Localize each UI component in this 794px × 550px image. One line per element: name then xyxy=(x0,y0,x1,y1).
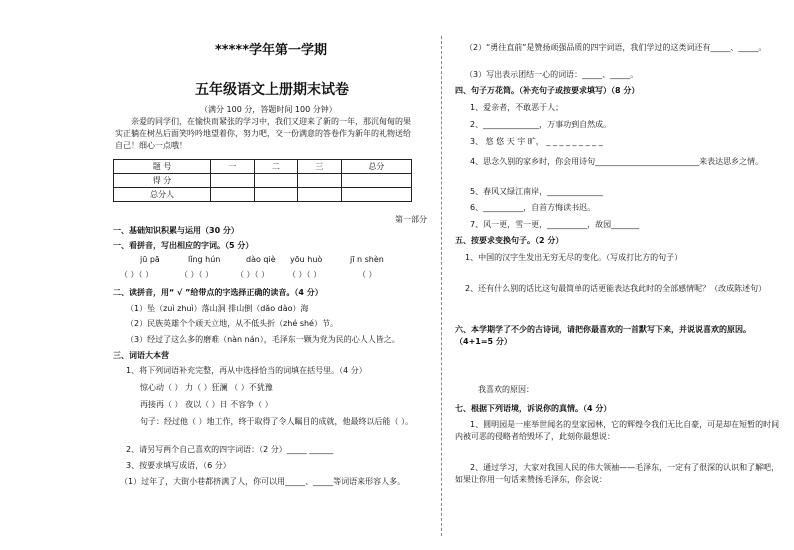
context-1: 1、圆明园是一座举世闻名的皇家园林，它的辉煌令我们无比自豪，可是却在短暂的时间内被可恶的侵略者给毁坏了，此刻你最想说： xyxy=(455,420,780,441)
part-label: 第一部分 xyxy=(395,215,427,224)
score-row-label: 总分人 xyxy=(114,188,211,202)
question-2-item-2: （2）民族英雄个个顽天立地，从不低头折（zhé shé）节。 xyxy=(126,319,338,328)
question-1: 一、看拼音，写出相应的字词。（5 分） xyxy=(113,241,254,250)
fill-sentence: 句子：经过他（ ）地工作，终于取得了令人瞩目的成就，他最终以后能（ ）。 xyxy=(140,417,414,426)
context-2: 2、通过学习，大家对我国人民的伟大领袖——毛泽东，一定有了很深的认识和了解吧，如果让你用一句话来赞扬毛泽东，你会说： xyxy=(455,463,780,484)
sentence-5: 5、春风又绿江南岸，______________ xyxy=(470,187,604,196)
section-1-heading: 一、基础知识积累与运用（30 分） xyxy=(113,226,239,235)
sentence-2: 2、______________，万事功到自然成。 xyxy=(470,120,612,129)
exam-title: 五年级语文上册期末试卷 xyxy=(195,82,349,98)
sentence-3: 3、 悠 悠 天 宇 旷， _ _ _ _ _ _ _ _ _ xyxy=(470,137,603,146)
sentence-1: 1、爱亲者，不敢恶于人； xyxy=(470,103,564,112)
score-table-header-row xyxy=(114,160,412,174)
question-3-3: 3、按要求填写成语，（6 分） xyxy=(126,461,231,470)
question-2-item-1: （1）坠（zuì zhuì）落山洞 排山倒（dǎo dào）海 xyxy=(126,304,309,313)
answer-blanks-1[interactable]: （ ）（ ） xyxy=(120,270,154,279)
section-4-heading: 四、句子万花筒。（补充句子或按要求填写）（8 分） xyxy=(455,86,640,95)
answer-blanks-5[interactable]: （ ） xyxy=(358,270,377,279)
sentence-4: 4、思念久别的家乡时，你会用诗句__________________________来表达思乡之情。 xyxy=(470,157,764,166)
score-cell[interactable] xyxy=(211,174,255,188)
pinyin-1: jū pā xyxy=(140,255,160,264)
right-item-3: （3）写出表示团结一心的词语：_____、_____。 xyxy=(465,70,639,79)
answer-blanks-3[interactable]: （ ）（ ） xyxy=(236,270,270,279)
score-table-row xyxy=(114,188,412,202)
fill-words-row-2: 再接再（ ） 夜以（ ）日 不容争（ ） xyxy=(140,400,273,409)
section-5-heading: 五、按要求变换句子。（2 分） xyxy=(455,236,564,245)
score-header-cell: 二 xyxy=(254,160,298,174)
score-cell[interactable] xyxy=(341,188,411,202)
sentence-6: 6、__________，自首方悔读书迟。 xyxy=(470,203,596,212)
question-3: 三、词语大本营 xyxy=(113,351,169,360)
score-header-cell: 题 号 xyxy=(114,160,211,174)
change-sentence-1: 1、中国的汉字生发出无穷无尽的变化。（写成打比方的句子） xyxy=(465,253,683,262)
question-3-1: 1、将下列词语补充完整，再从中选择恰当的词填在括号里。（4 分） xyxy=(126,366,367,375)
column-divider xyxy=(441,36,442,536)
question-3-2: 2、请另写两个自己喜欢的四字词语：（2 分）_____ ______ xyxy=(126,445,334,454)
section-6-heading: 六、本学期学了不少的古诗词，请把你最喜欢的一首默写下来，并说说喜欢的原因。（4+1=5 分） xyxy=(455,325,751,346)
right-item-2: （2）“勇往直前”是赞扬顽强品质的四字词语，我们学过的这类词还有_____、_____。 xyxy=(465,43,767,52)
school-year-title: *****学年第一学期 xyxy=(215,43,327,58)
answer-blanks-4[interactable]: （ ）（ ） xyxy=(288,270,322,279)
question-2-item-3: （3）经过了这么多的磨难（nàn nán），毛泽东一颗为党为民的心人人皆之。 xyxy=(126,335,400,344)
sentence-7: 7、风一更，雪一更，__________，故园_______ xyxy=(470,220,640,229)
score-table-row xyxy=(114,174,412,188)
pinyin-5: jī n shèn xyxy=(350,255,384,264)
pinyin-3: dào qiè xyxy=(246,255,276,264)
score-header-cell: 总分 xyxy=(341,160,411,174)
score-cell[interactable] xyxy=(298,188,342,202)
pinyin-4: yōu huò xyxy=(290,255,323,264)
score-cell[interactable] xyxy=(254,188,298,202)
score-cell[interactable] xyxy=(254,174,298,188)
section-7-heading: 七、根据下列语境，诉说你的真情。（4 分） xyxy=(455,404,612,413)
exam-meta: （满分 100 分，答题时间 100 分钟） xyxy=(200,105,337,114)
score-cell[interactable] xyxy=(341,174,411,188)
change-sentence-2: 2、还有什么别的话比这句最简单的话更能表达我此时的全部感情呢？（改成陈述句） xyxy=(465,284,767,293)
score-header-cell: 三 xyxy=(298,160,342,174)
score-row-label: 得 分 xyxy=(114,174,211,188)
pinyin-2: lǐng hún xyxy=(188,255,221,264)
question-2: 二、读拼音，用“ √ ”给带点的字选择正确的读音。（4 分） xyxy=(113,288,323,297)
score-table xyxy=(113,159,412,202)
score-cell[interactable] xyxy=(298,174,342,188)
score-cell[interactable] xyxy=(211,188,255,202)
fill-words-row-1: 惊心动（ ） 力（ ）狂澜 （ ）不犹豫 xyxy=(140,383,273,392)
intro-paragraph: 亲爱的同学们，在愉快而紧张的学习中，我们又迎来了新的一年，那沉甸甸的果实正躺在树丛后面笑吟吟地望着你，努力吧，交一份满意的答卷作为新年的礼物送给自己！细心一点哦！ xyxy=(115,117,411,150)
score-header-cell: 一 xyxy=(211,160,255,174)
answer-blanks-2[interactable]: （ ）（ ） xyxy=(180,270,214,279)
question-3-3-1: （1）过年了，大街小巷都挤满了人，你可以用_____、_____等词语来形容人多。 xyxy=(120,477,406,486)
favorite-reason-label: 我喜欢的原因： xyxy=(478,385,534,394)
